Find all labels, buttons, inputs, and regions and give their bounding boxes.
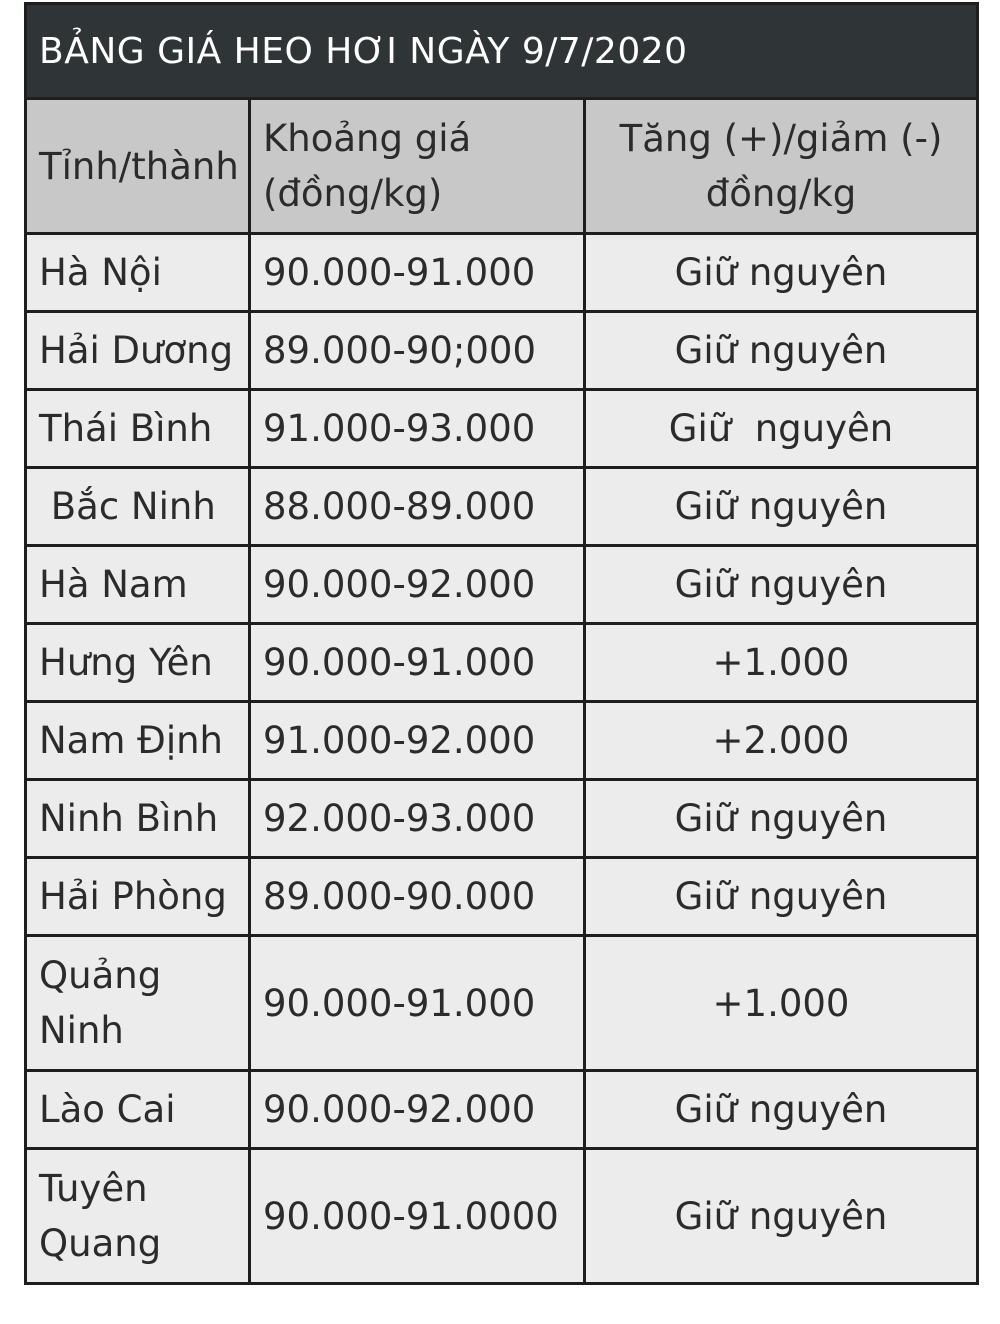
change-cell: Giữ nguyên bbox=[585, 234, 978, 312]
price-cell: 92.000-93.000 bbox=[250, 780, 585, 858]
price-cell: 90.000-91.000 bbox=[250, 624, 585, 702]
hog-price-table bbox=[24, 2, 979, 1285]
province-cell: Nam Định bbox=[26, 702, 250, 780]
table-row bbox=[26, 624, 978, 702]
province-line1: Quảng bbox=[39, 954, 162, 997]
header-province: Tỉnh/thành bbox=[26, 99, 250, 234]
change-cell: +1.000 bbox=[585, 624, 978, 702]
table-row bbox=[26, 390, 978, 468]
province-cell: Bắc Ninh bbox=[26, 468, 250, 546]
change-cell: Giữ nguyên bbox=[585, 468, 978, 546]
price-cell: 90.000-91.0000 bbox=[250, 1149, 585, 1284]
province-cell: Hà Nội bbox=[26, 234, 250, 312]
table-row bbox=[26, 702, 978, 780]
province-cell: Thái Bình bbox=[26, 390, 250, 468]
province-cell: Hưng Yên bbox=[26, 624, 250, 702]
table-row bbox=[26, 1149, 978, 1284]
table-row bbox=[26, 234, 978, 312]
change-cell: +1.000 bbox=[585, 936, 978, 1071]
price-cell: 91.000-93.000 bbox=[250, 390, 585, 468]
price-cell: 91.000-92.000 bbox=[250, 702, 585, 780]
price-cell: 89.000-90;000 bbox=[250, 312, 585, 390]
table-row bbox=[26, 1071, 978, 1149]
header-change-line2: đồng/kg bbox=[705, 172, 857, 215]
header-price bbox=[250, 99, 585, 234]
price-cell: 88.000-89.000 bbox=[250, 468, 585, 546]
price-cell: 90.000-91.000 bbox=[250, 234, 585, 312]
title-row bbox=[26, 4, 978, 99]
header-price-line1: Khoảng giá bbox=[263, 117, 472, 160]
province-cell: Hải Dương bbox=[26, 312, 250, 390]
header-row bbox=[26, 99, 978, 234]
price-cell: 90.000-91.000 bbox=[250, 936, 585, 1071]
header-change-line1: Tăng (+)/giảm (-) bbox=[619, 117, 943, 160]
header-price-line2: (đồng/kg) bbox=[263, 172, 443, 215]
change-cell: Giữ nguyên bbox=[585, 858, 978, 936]
change-cell: Giữ nguyên bbox=[585, 780, 978, 858]
change-cell: Giữ nguyên bbox=[585, 390, 978, 468]
table-row bbox=[26, 858, 978, 936]
province-cell: Lào Cai bbox=[26, 1071, 250, 1149]
province-cell: Ninh Bình bbox=[26, 780, 250, 858]
change-cell: Giữ nguyên bbox=[585, 312, 978, 390]
province-cell bbox=[26, 936, 250, 1071]
price-cell: 89.000-90.000 bbox=[250, 858, 585, 936]
price-cell: 90.000-92.000 bbox=[250, 1071, 585, 1149]
table-row bbox=[26, 312, 978, 390]
table-row bbox=[26, 936, 978, 1071]
province-cell: Hà Nam bbox=[26, 546, 250, 624]
province-cell bbox=[26, 1149, 250, 1284]
table-title: BẢNG GIÁ HEO HƠI NGÀY 9/7/2020 bbox=[26, 4, 978, 99]
province-line1: Tuyên bbox=[39, 1167, 148, 1210]
change-cell: Giữ nguyên bbox=[585, 546, 978, 624]
province-cell: Hải Phòng bbox=[26, 858, 250, 936]
price-cell: 90.000-92.000 bbox=[250, 546, 585, 624]
change-cell: Giữ nguyên bbox=[585, 1071, 978, 1149]
table-row bbox=[26, 546, 978, 624]
price-table-container bbox=[24, 2, 976, 1324]
change-cell: Giữ nguyên bbox=[585, 1149, 978, 1284]
header-change bbox=[585, 99, 978, 234]
province-line2: Ninh bbox=[39, 1009, 124, 1052]
table-row bbox=[26, 780, 978, 858]
table-row bbox=[26, 468, 978, 546]
change-cell: +2.000 bbox=[585, 702, 978, 780]
province-line2: Quang bbox=[39, 1222, 162, 1265]
